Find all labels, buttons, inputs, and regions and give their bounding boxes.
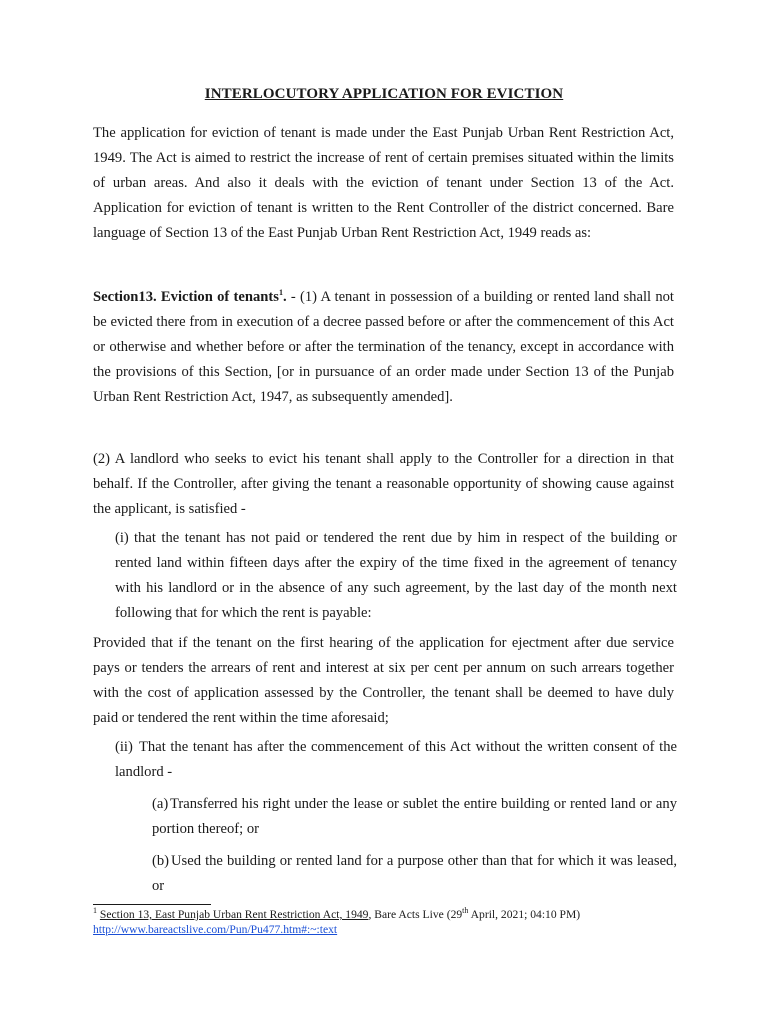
footnote-ordinal: th (462, 906, 469, 916)
list-item-ii (115, 735, 677, 785)
list-item-text: that the tenant has not paid or tendered the rent due by him in respect of the building or rented land within fifteen days after the expiry of the time fixed in the agreement of tenancy with his landlord or in the absence of any such agreement, by the last day of the month next following that for which the rent is payable: (115, 530, 677, 621)
list-item-i (115, 526, 677, 626)
list-marker: (b) (152, 853, 170, 869)
footnote (93, 907, 676, 937)
list-item-text: Transferred his right under the lease or sublet the entire building or rented land or any portion thereof; or (152, 796, 677, 837)
footnote-timestamp: April, 2021; 04:10 PM) (468, 908, 581, 921)
list-item-b (152, 849, 677, 899)
footnote-source: , Bare Acts Live (29 (368, 908, 463, 921)
list-marker: (i) (115, 530, 129, 546)
proviso-paragraph: Provided that if the tenant on the first hearing of the application for ejectment after due service pays or tenders the arrears of rent and interest at six per cent per annum on such arrears together with the cost of application assessed by the Controller, the tenant shall be deemed to have duly paid or tendered the rent within the time aforesaid; (93, 635, 674, 726)
section-body: - (1) A tenant in possession of a building or rented land shall not be evicted there from in execution of a decree passed before or after the commencement of this Act or otherwise and whether before or after the termination of the tenancy, except in accordance with the provisions of this Section, [or in pursuance of an order made under Section 13 of the Punjab Urban Rent Restriction Act, 1947, as subsequently amended]. (93, 289, 674, 405)
page-title: INTERLOCUTORY APPLICATION FOR EVICTION (204, 86, 564, 102)
footnote-separator (93, 904, 211, 905)
footnote-reference[interactable]: 1 (278, 288, 283, 298)
list-item-text: That the tenant has after the commencement of this Act without the written consent of the landlord - (115, 739, 677, 780)
section-heading: Section13. Eviction of tenants$^1$. (93, 288, 287, 305)
list-marker: (a) (152, 796, 169, 812)
footnote-marker: 1 (93, 906, 97, 916)
list-item-text: Used the building or rented land for a purpose other than that for which it was leased, or (152, 853, 677, 894)
footnote-citation-link[interactable]: Section 13, East Punjab Urban Rent Restriction Act, 1949 (99, 908, 369, 921)
intro-paragraph: The application for eviction of tenant is made under the East Punjab Urban Rent Restriction Act, 1949. The Act is aimed to restrict the increase of rent of certain premises situated within the limits of urban areas. And also it deals with the eviction of tenant under Section 13 of the Act. Application for eviction of tenant is written to the Rent Controller of the district concerned. Bare language of Section 13 of the East Punjab Urban Rent Restriction Act, 1949 reads as: (93, 125, 674, 241)
list-marker: (ii) (115, 739, 133, 755)
footnote-url-link[interactable]: http://www.bareactslive.com/Pun/Pu477.htm#:~:text (93, 923, 338, 936)
clause-2-paragraph: (2) A landlord who seeks to evict his tenant shall apply to the Controller for a direction in that behalf. If the Controller, after giving the tenant a reasonable opportunity of showing cause against the applicant, is satisfied - (93, 451, 674, 517)
section-13-paragraph (93, 285, 674, 410)
list-item-a (152, 792, 677, 842)
